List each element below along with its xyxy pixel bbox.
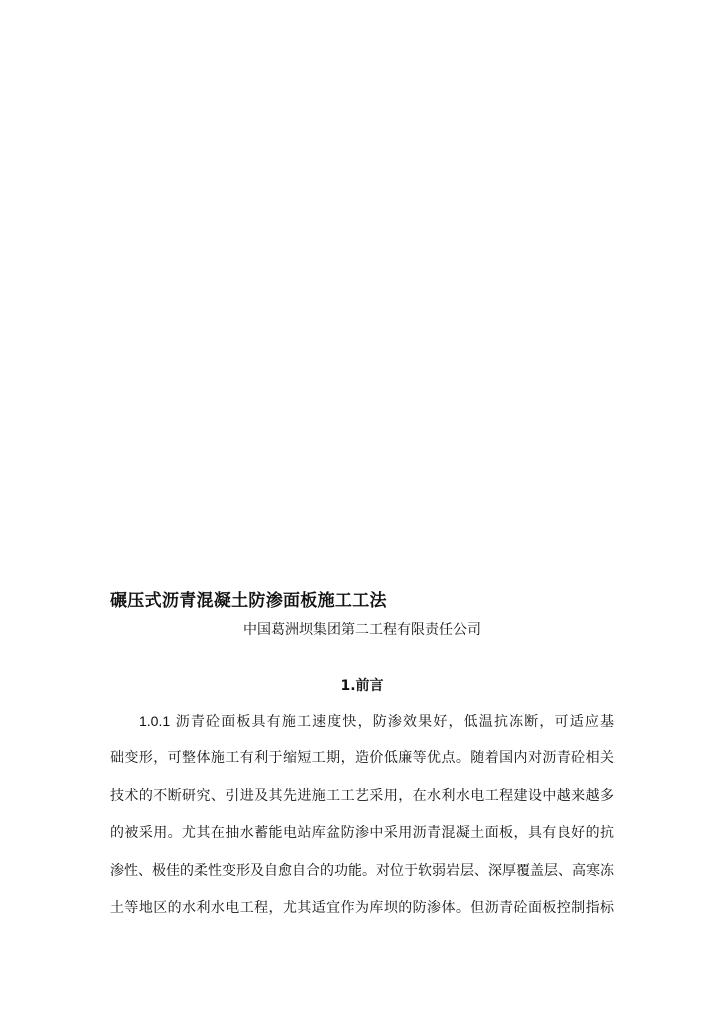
paragraph-line: 的被采用。尤其在抽水蓄能电站库盆防渗中采用沥青混凝土面板，具有良好的抗: [110, 825, 614, 842]
paragraph-line: 础变形，可整体施工有利于缩短工期，造价低廉等优点。随着国内对沥青砼相关: [110, 750, 614, 767]
document-title: 碾压式沥青混凝土防渗面板施工工法: [110, 591, 387, 611]
body-paragraph: [110, 708, 614, 932]
paragraph-line: 土等地区的水利水电工程，尤其适宜作为库坝的防渗体。但沥青砼面板控制指标: [110, 899, 614, 916]
section-heading: 1.前言: [340, 678, 384, 694]
organization-name: 中国葛洲坝集团第二工程有限责任公司: [243, 622, 481, 638]
paragraph-number: 1.0.1: [139, 713, 171, 729]
paragraph-line: [110, 708, 614, 745]
paragraph-line: 技术的不断研究、引进及其先进施工工艺采用，在水利水电工程建设中越来越多: [110, 787, 614, 804]
paragraph-line-text: 沥青砼面板具有施工速度快，防渗效果好，低温抗冻断，可适应基: [175, 714, 615, 730]
paragraph-line: 渗性、极佳的柔性变形及自愈自合的功能。对位于软弱岩层、深厚覆盖层、高寒冻: [110, 862, 614, 879]
